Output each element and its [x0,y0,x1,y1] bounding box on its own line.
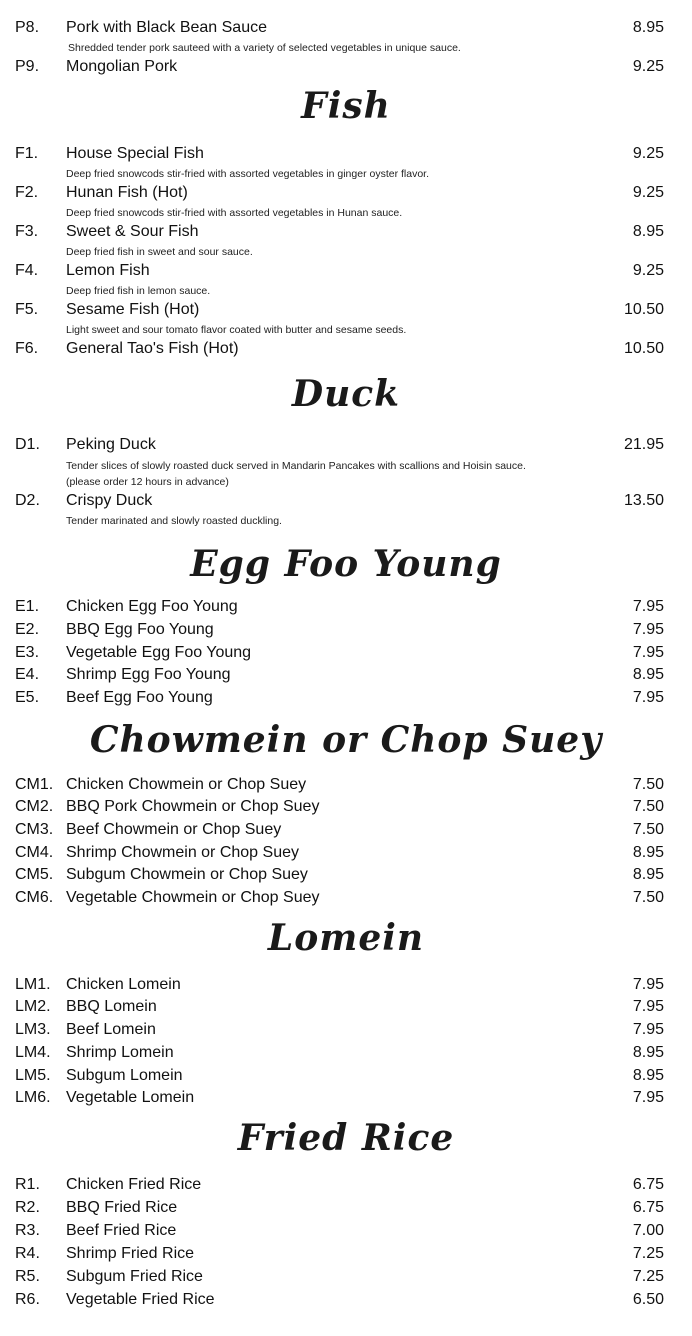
menu-item-lm4 [0,1043,692,1063]
menu-item-cm4 [0,843,692,863]
item-name: Chicken Egg Foo Young [66,598,238,615]
menu-item-cm6 [0,888,692,908]
item-code: F4. [15,262,39,279]
section-heading-lomein: Lomein [267,917,425,959]
item-name: Shrimp Chowmein or Chop Suey [66,844,299,861]
item-code: LM4. [15,1044,51,1061]
item-price: 7.50 [632,798,664,815]
item-code: F6. [15,340,39,357]
item-description: Deep fried fish in sweet and sour sauce. [66,246,253,258]
item-name: Peking Duck [66,436,156,453]
menu-item-lm1 [0,975,692,995]
item-price: 8.95 [632,223,664,240]
item-price: 9.25 [632,184,664,201]
item-price: 9.25 [632,262,664,279]
item-name: Subgum Lomein [66,1067,183,1084]
item-name: Lemon Fish [66,262,150,279]
item-price: 8.95 [632,844,664,861]
menu-item-cm3 [0,820,692,840]
item-price: 7.95 [632,644,664,661]
menu-item-f1 [0,144,692,164]
item-name: BBQ Egg Foo Young [66,621,214,638]
item-description: Shredded tender pork sauteed with a variety of selected vegetables in unique sauce. [68,42,461,54]
menu-item-e2 [0,620,692,640]
item-price: 7.25 [632,1245,664,1262]
item-name: BBQ Fried Rice [66,1199,178,1216]
item-name: Vegetable Lomein [66,1089,195,1106]
item-description: Deep fried snowcods stir-fried with assorted vegetables in ginger oyster flavor. [66,168,430,180]
item-code: E4. [15,666,40,683]
menu-item-cm1 [0,775,692,795]
item-price: 6.75 [632,1199,664,1216]
item-description: Tender slices of slowly roasted duck served in Mandarin Pancakes with scallions and Hoisin sauce. [66,460,526,472]
item-price: 6.50 [632,1291,664,1308]
item-name: Sesame Fish (Hot) [66,301,200,318]
item-code: LM3. [15,1021,51,1038]
section-heading-chowmein: Chowmein or Chop Suey [89,719,603,761]
item-name: Subgum Chowmein or Chop Suey [66,866,308,883]
section-heading-duck: Duck [291,373,401,415]
item-price: 9.25 [632,58,664,75]
menu-item-lm3 [0,1020,692,1040]
menu-item-r2 [0,1198,692,1218]
item-code: CM6. [15,889,54,906]
item-note: (please order 12 hours in advance) [66,476,229,488]
item-price: 6.75 [632,1176,664,1193]
item-code: CM5. [15,866,54,883]
item-price: 7.95 [632,998,664,1015]
menu-item-e1 [0,597,692,617]
menu-item-r1 [0,1175,692,1195]
item-code: R6. [15,1291,40,1308]
menu-item-e5 [0,688,692,708]
menu-item-cm2 [0,797,692,817]
item-description: Light sweet and sour tomato flavor coated with butter and sesame seeds. [66,324,407,336]
item-name: Sweet & Sour Fish [66,223,199,240]
item-price: 9.25 [632,145,664,162]
menu-item-lm6 [0,1088,692,1108]
item-description: Deep fried fish in lemon sauce. [66,285,211,297]
item-name: Beef Egg Foo Young [66,689,213,706]
item-price: 7.50 [632,889,664,906]
menu-item-p8 [0,18,692,38]
item-description: Deep fried snowcods stir-fried with assorted vegetables in Hunan sauce. [66,207,403,219]
item-code: R2. [15,1199,40,1216]
item-price: 8.95 [632,19,664,36]
item-code: LM5. [15,1067,51,1084]
item-code: LM1. [15,976,51,993]
menu-item-lm2 [0,997,692,1017]
item-price: 7.95 [632,598,664,615]
item-code: LM6. [15,1089,51,1106]
item-name: Subgum Fried Rice [66,1268,203,1285]
menu-item-lm5 [0,1066,692,1086]
item-name: Vegetable Chowmein or Chop Suey [66,889,320,906]
item-description: Tender marinated and slowly roasted duckling. [66,515,282,527]
menu-item-e4 [0,665,692,685]
item-price: 7.25 [632,1268,664,1285]
item-name: Shrimp Egg Foo Young [66,666,231,683]
item-price: 21.95 [623,436,664,453]
menu-item-r6 [0,1290,692,1310]
item-code: P8. [15,19,40,36]
menu-item-f3 [0,222,692,242]
item-code: CM3. [15,821,54,838]
item-price: 7.95 [632,689,664,706]
menu-item-f6 [0,339,692,359]
item-name: Beef Chowmein or Chop Suey [66,821,282,838]
item-price: 8.95 [632,1044,664,1061]
item-code: D2. [15,492,40,509]
item-name: BBQ Lomein [66,998,157,1015]
item-code: CM4. [15,844,54,861]
menu-item-d2 [0,491,692,511]
item-code: R3. [15,1222,40,1239]
item-code: CM2. [15,798,54,815]
item-price: 7.00 [632,1222,664,1239]
item-price: 7.50 [632,776,664,793]
item-price: 13.50 [623,492,664,509]
item-code: E5. [15,689,40,706]
section-heading-egg-foo-young: Egg Foo Young [190,543,502,585]
item-name: Chicken Lomein [66,976,181,993]
item-code: R5. [15,1268,40,1285]
item-name: Shrimp Lomein [66,1044,174,1061]
item-name: Hunan Fish (Hot) [66,184,188,201]
menu-item-d1 [0,435,692,455]
item-price: 8.95 [632,666,664,683]
item-code: E2. [15,621,40,638]
menu-item-p9 [0,57,692,77]
item-code: E1. [15,598,40,615]
item-code: F1. [15,145,39,162]
item-name: Crispy Duck [66,492,153,509]
item-code: LM2. [15,998,51,1015]
section-heading-fish: Fish [301,85,391,127]
item-price: 7.50 [632,821,664,838]
item-price: 7.95 [632,621,664,638]
item-price: 10.50 [623,301,664,318]
menu-item-f2 [0,183,692,203]
item-code: F5. [15,301,39,318]
item-code: R4. [15,1245,40,1262]
item-code: CM1. [15,776,54,793]
item-name: Vegetable Egg Foo Young [66,644,252,661]
item-code: E3. [15,644,40,661]
item-code: F3. [15,223,39,240]
menu-item-e3 [0,643,692,663]
item-price: 8.95 [632,1067,664,1084]
menu-item-r5 [0,1267,692,1287]
item-code: P9. [15,58,40,75]
item-code: F2. [15,184,39,201]
menu-item-r3 [0,1221,692,1241]
item-name: House Special Fish [66,145,204,162]
item-name: Chicken Fried Rice [66,1176,202,1193]
item-name: General Tao's Fish (Hot) [66,340,239,357]
item-name: Chicken Chowmein or Chop Suey [66,776,307,793]
item-code: R1. [15,1176,40,1193]
item-name: Beef Lomein [66,1021,156,1038]
menu-item-f4 [0,261,692,281]
item-name: Beef Fried Rice [66,1222,177,1239]
item-price: 7.95 [632,976,664,993]
menu-item-cm5 [0,865,692,885]
item-price: 10.50 [623,340,664,357]
item-price: 7.95 [632,1021,664,1038]
item-price: 8.95 [632,866,664,883]
item-name: Pork with Black Bean Sauce [66,19,267,36]
item-name: Shrimp Fried Rice [66,1245,195,1262]
section-heading-fried-rice: Fried Rice [237,1117,455,1159]
item-name: BBQ Pork Chowmein or Chop Suey [66,798,320,815]
item-name: Mongolian Pork [66,58,178,75]
item-code: D1. [15,436,40,453]
menu-item-f5 [0,300,692,320]
item-price: 7.95 [632,1089,664,1106]
menu-item-r4 [0,1244,692,1264]
item-name: Vegetable Fried Rice [66,1291,215,1308]
